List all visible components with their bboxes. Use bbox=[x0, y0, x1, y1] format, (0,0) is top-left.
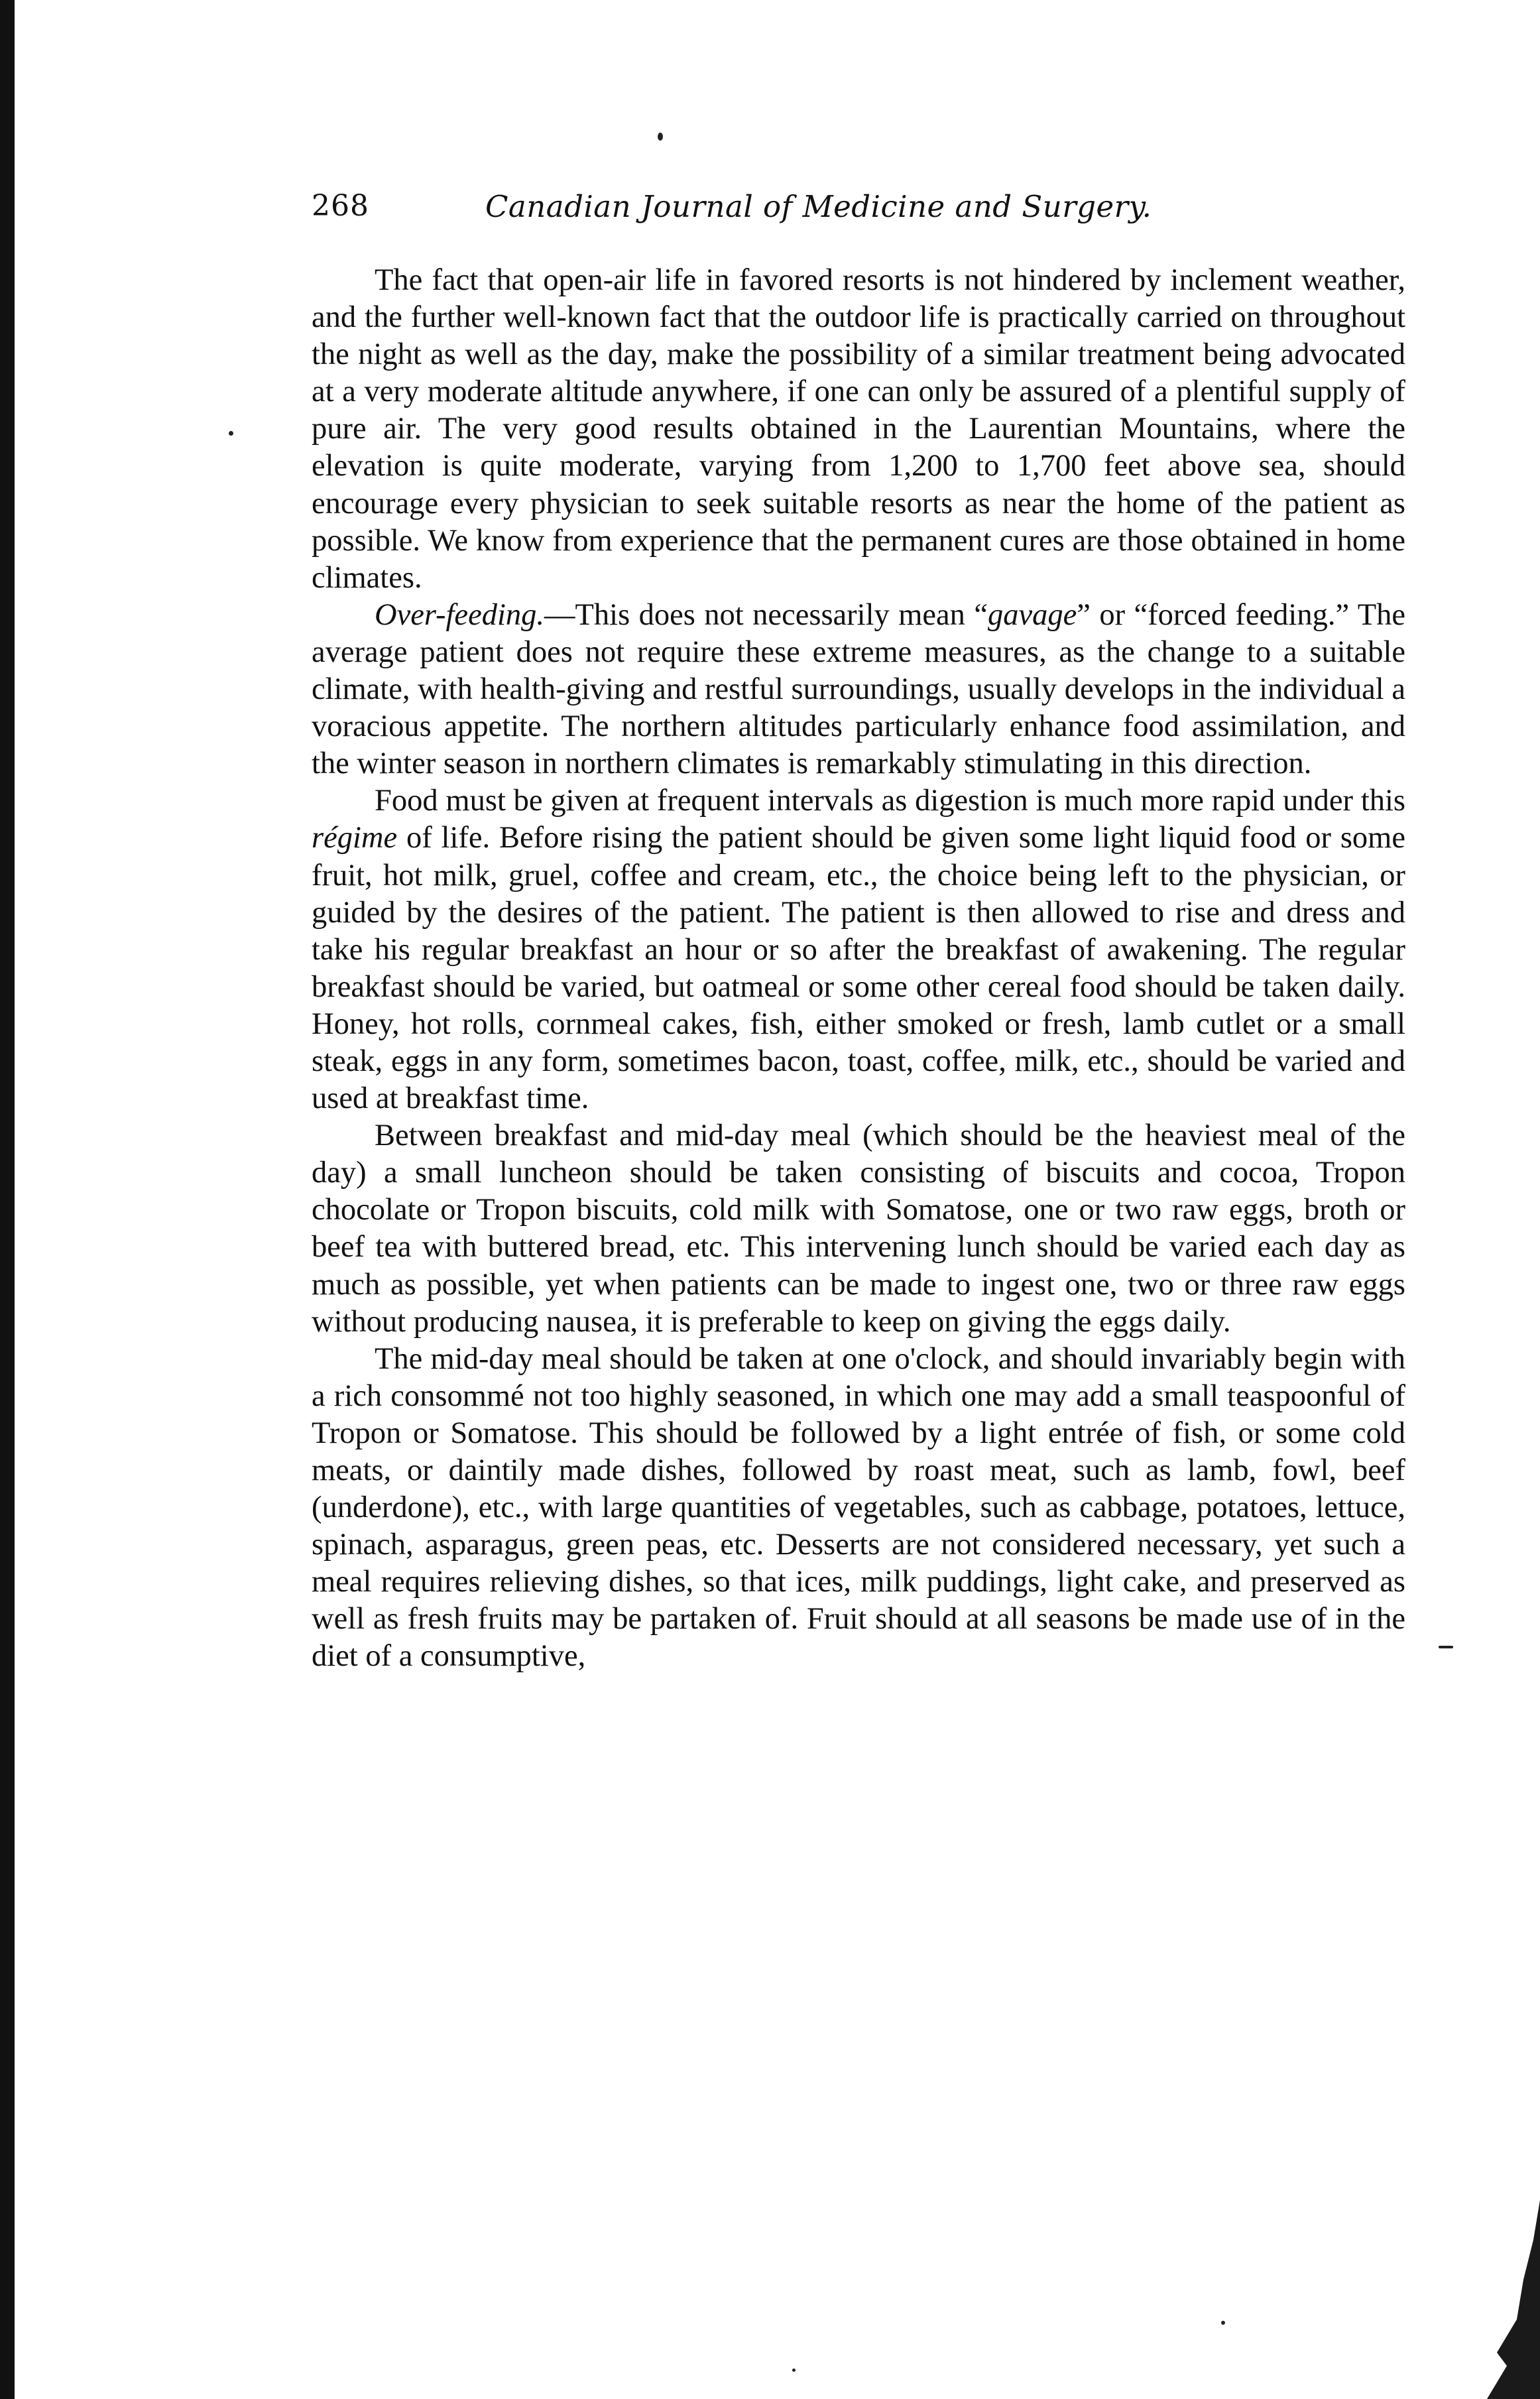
term-regime: régime bbox=[312, 821, 398, 855]
page-header bbox=[312, 189, 1220, 235]
paragraph-open-air-life: The fact that open-air life in favored resorts is not hindered by inclement weather, and the further well-known fact that the outdoor life is practically carried on throughout the night as well as the day, make the possibility of a similar treatment being advocated at a very moderate altitude anywhere, if one can only be assured of a plentiful supply of pure air. The very good results obtained in the Laurentian Mountains, where the elevation is quite moderate, varying from 1,200 to 1,700 feet above sea, should encourage every physician to seek suitable resorts as near the home of the patient as possible. We know from experience that the permanent cures are those obtained in home climates. bbox=[312, 263, 1405, 595]
food-intervals-text-a: Food must be given at frequent intervals as digestion is much more rapid under this bbox=[375, 784, 1405, 818]
over-feeding-text-b: ” or “forced feeding.” The average patient does not require these extreme measures, as the change to a suitable climate, with health-giving and restful surroundings, usually develops in the individual a voracious appetite. The northern altitudes particularly enhance food assimilation, and the winter season in northern climates is remarkably stimulating in this direction. bbox=[312, 597, 1405, 781]
paragraph-luncheon: Between breakfast and mid-day meal (which should be the heaviest meal of the day) a small luncheon should be taken consisting of biscuits and cocoa, Tropon chocolate or Tropon biscuits, cold milk with Somatose, one or two raw eggs, broth or beef tea with buttered bread, etc. This intervening lunch should be varied each day as much as possible, yet when patients can be made to ingest one, two or three raw eggs without producing nausea, it is preferable to keep on giving the eggs daily. bbox=[312, 1119, 1405, 1339]
paragraph-food-intervals bbox=[312, 782, 1405, 1117]
scan-speck bbox=[658, 133, 663, 141]
over-feeding-text-a: —This does not necessarily mean “ bbox=[544, 597, 988, 632]
term-gavage: gavage bbox=[988, 597, 1077, 632]
scan-speck bbox=[1221, 2321, 1225, 2325]
scan-edge-left bbox=[0, 0, 15, 2399]
paragraph-mid-day-meal: The mid-day meal should be taken at one o'clock, and should invariably begin with a rich consommé not too highly seasoned, in which one may add a small teaspoonful of Tropon or Somatose. This should be followed by a light entrée of fish, or some cold meats, or daintily made dishes, followed by roast meat, such as lamb, fowl, beef (underdone), etc., with large quantities of vegetables, such as cabbage, potatoes, lettuce, spinach, asparagus, green peas, etc. Desserts are not considered necessary, yet such a meal requires relieving dishes, so that ices, milk puddings, light cake, and preserved as well as fresh fruits may be partaken of. Fruit should at all seasons be made use of in the diet of a consumptive, bbox=[312, 1341, 1405, 1674]
food-intervals-text-b: of life. Before rising the patient should be given some light liquid food or some fruit, hot milk, gruel, coffee and cream, etc., the choice being left to the physician, or guided by the desires of the patient. The patient is then allowed to rise and dress and take his regular breakfast an hour or so after the breakfast of awakening. The regular breakfast should be varied, but oatmeal or some other cereal food should be taken daily. Honey, hot rolls, cornmeal cakes, fish, either smoked or fresh, lamb cutlet or a small steak, eggs in any form, sometimes bacon, toast, coffee, milk, etc., should be varied and used at breakfast time. bbox=[312, 821, 1405, 1116]
page-number: 268 bbox=[312, 189, 369, 223]
paragraph-over-feeding bbox=[312, 597, 1405, 782]
scan-speck bbox=[1439, 1646, 1453, 1648]
scan-speck bbox=[229, 431, 233, 436]
scan-edge-bottom-right bbox=[1460, 2200, 1540, 2399]
running-title: Canadian Journal of Medicine and Surgery. bbox=[485, 189, 1152, 224]
scan-speck bbox=[792, 2368, 796, 2372]
section-heading-over-feeding: Over-feeding. bbox=[375, 597, 544, 632]
article-body bbox=[312, 262, 1405, 1676]
